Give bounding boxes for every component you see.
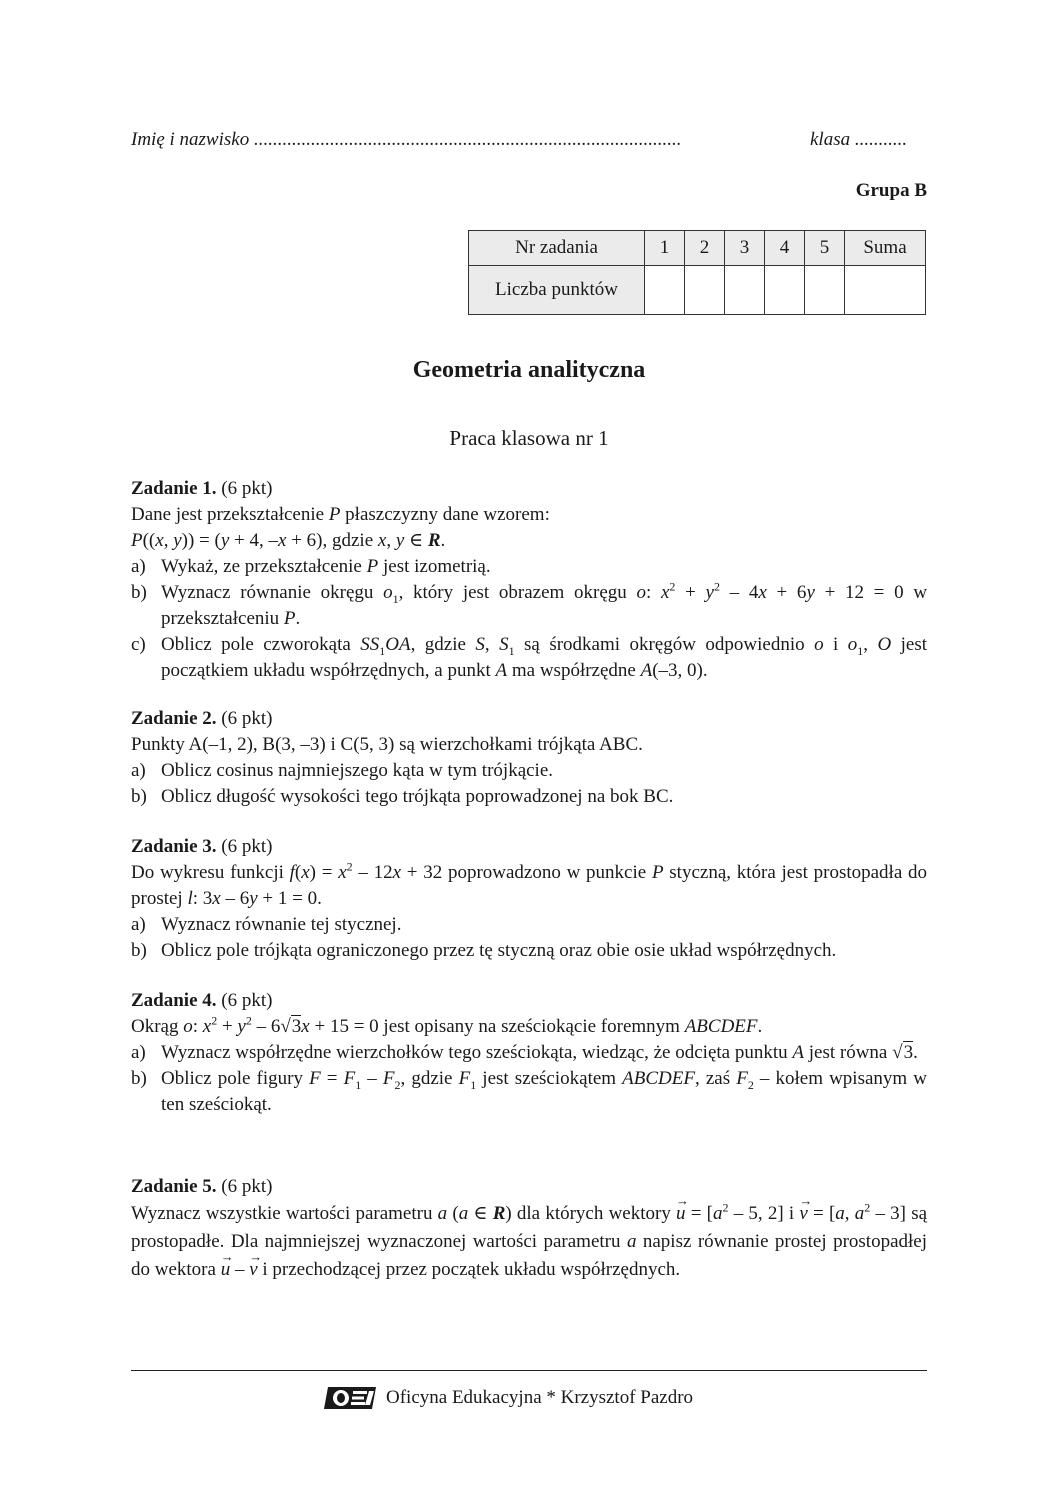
- task-1-intro: Dane jest przekształcenie P płaszczyzny dane wzorem:: [131, 504, 550, 525]
- footer-divider: [131, 1370, 927, 1371]
- task-1-item-c: c) Oblicz pole czworokąta $SS_1OA$, gdzie S, $S_1$ są środkami okręgów odpowiednio o i $o_1$, O jest początkiem układu współrzędnych, a punkt A ma współrzędne A(–3, 0).: [131, 634, 928, 681]
- sum-header: Suma: [845, 231, 926, 266]
- task-1-points: (6 pkt): [216, 478, 273, 499]
- points-row-header: Liczba punktów: [469, 266, 645, 315]
- task-4: [131, 988, 927, 1118]
- task-1-item-a: a) Wykaż, ze przekształcenie P jest izometrią.: [131, 556, 491, 577]
- task-4-heading: Zadanie 4.: [131, 990, 217, 1011]
- task-number-3: 3: [725, 231, 765, 266]
- task-3-heading: Zadanie 3.: [131, 836, 217, 857]
- task-5-text: Wyznacz wszystkie wartości parametru a (a ∈ R) dla których wektory → $u = [a^2 - 5$, 2] i → v = [a, $a^2 - 3$] są prostopadłe. Dla najmniejszej wyznaczonej wartości parametru a napisz równanie prostej prostopadłej do wektora → u – → v i przechodzącej przez początek układu współrzędnych.: [131, 1200, 927, 1284]
- task-3-item-b: b) Oblicz pole trójkąta ograniczonego przez tę styczną oraz obie osie układ współrzędnych.: [131, 940, 837, 961]
- points-cell-2: [685, 266, 725, 315]
- task-5: [131, 1174, 927, 1284]
- task-number-header: Nr zadania: [469, 231, 645, 266]
- task-1-item-b: b) Wyznacz równanie okręgu $o_1$, który jest obrazem okręgu o: $x^2 + y^2 - 4x + 6y + 12 = 0$ w przekształceniu P.: [131, 579, 928, 629]
- points-cell-1: [645, 266, 685, 315]
- points-cell-4: [765, 266, 805, 315]
- task-4-points: (6 pkt): [216, 990, 273, 1011]
- task-number-1: 1: [645, 231, 685, 266]
- oe-logo-icon: [324, 1385, 378, 1411]
- task-3-item-a: a) Wyznacz równanie tej stycznej.: [131, 914, 402, 935]
- task-3-points: (6 pkt): [216, 836, 273, 857]
- task-3: [131, 834, 927, 964]
- task-5-heading: Zadanie 5.: [131, 1176, 217, 1197]
- task-1-heading: Zadanie 1.: [131, 478, 217, 499]
- group-label: Grupa B: [855, 180, 927, 201]
- task-2-heading: Zadanie 2.: [131, 708, 217, 729]
- publisher-name: Oficyna Edukacyjna * Krzysztof Pazdro: [386, 1387, 694, 1408]
- task-2-intro: Punkty A(–1, 2), B(3, –3) i C(5, 3) są wierzchołkami trójkąta ABC.: [131, 734, 643, 755]
- class-field-label: klasa ...........: [810, 129, 908, 150]
- task-2-points: (6 pkt): [216, 708, 273, 729]
- task-5-points: (6 pkt): [216, 1176, 273, 1197]
- task-number-2: 2: [685, 231, 725, 266]
- task-number-4: 4: [765, 231, 805, 266]
- task-4-item-a: a) Wyznacz współrzędne wierzchołków tego sześciokąta, wiedząc, że odcięta punktu A jest równa √3.: [131, 1042, 918, 1063]
- points-cell-3: [725, 266, 765, 315]
- task-4-item-b: b) Oblicz pole figury $F = F_1 - F_2$, gdzie $F_1$ jest sześciokątem ABCDEF, zaś $F_2$ – kołem wpisanym w ten sześciokąt.: [131, 1068, 928, 1115]
- score-table: [468, 230, 926, 315]
- student-header: [131, 127, 927, 153]
- task-3-intro: Do wykresu funkcji $f(x) = x^2 - 12x + 32$ poprowadzono w punkcie P styczną, która jest prostopadła do prostej l: 3x – 6y + 1 = 0.: [131, 859, 928, 909]
- task-2-item-a: a) Oblicz cosinus najmniejszego kąta w tym trójkącie.: [131, 760, 554, 781]
- task-number-5: 5: [805, 231, 845, 266]
- footer: [324, 1383, 693, 1413]
- task-4-intro: Okrąg o: $x^2 + y^2 - 6√3x + 15 = 0$ jest opisany na sześciokącie foremnym ABCDEF.: [131, 1013, 763, 1037]
- name-field-label: Imię i nazwisko ..........................................................................................: [131, 129, 682, 150]
- task-1-formula: P((x, y)) = (y + 4, –x + 6), gdzie x, y ∈ R.: [131, 530, 446, 551]
- task-1: [131, 476, 927, 684]
- task-2-item-b: b) Oblicz długość wysokości tego trójkąta poprowadzonej na bok BC.: [131, 786, 674, 807]
- page-subtitle: Praca klasowa nr 1: [449, 426, 609, 450]
- points-cell-sum: [845, 266, 926, 315]
- points-cell-5: [805, 266, 845, 315]
- page-title: Geometria analityczna: [412, 357, 646, 383]
- task-2: [131, 706, 927, 810]
- exam-page: [131, 0, 927, 1497]
